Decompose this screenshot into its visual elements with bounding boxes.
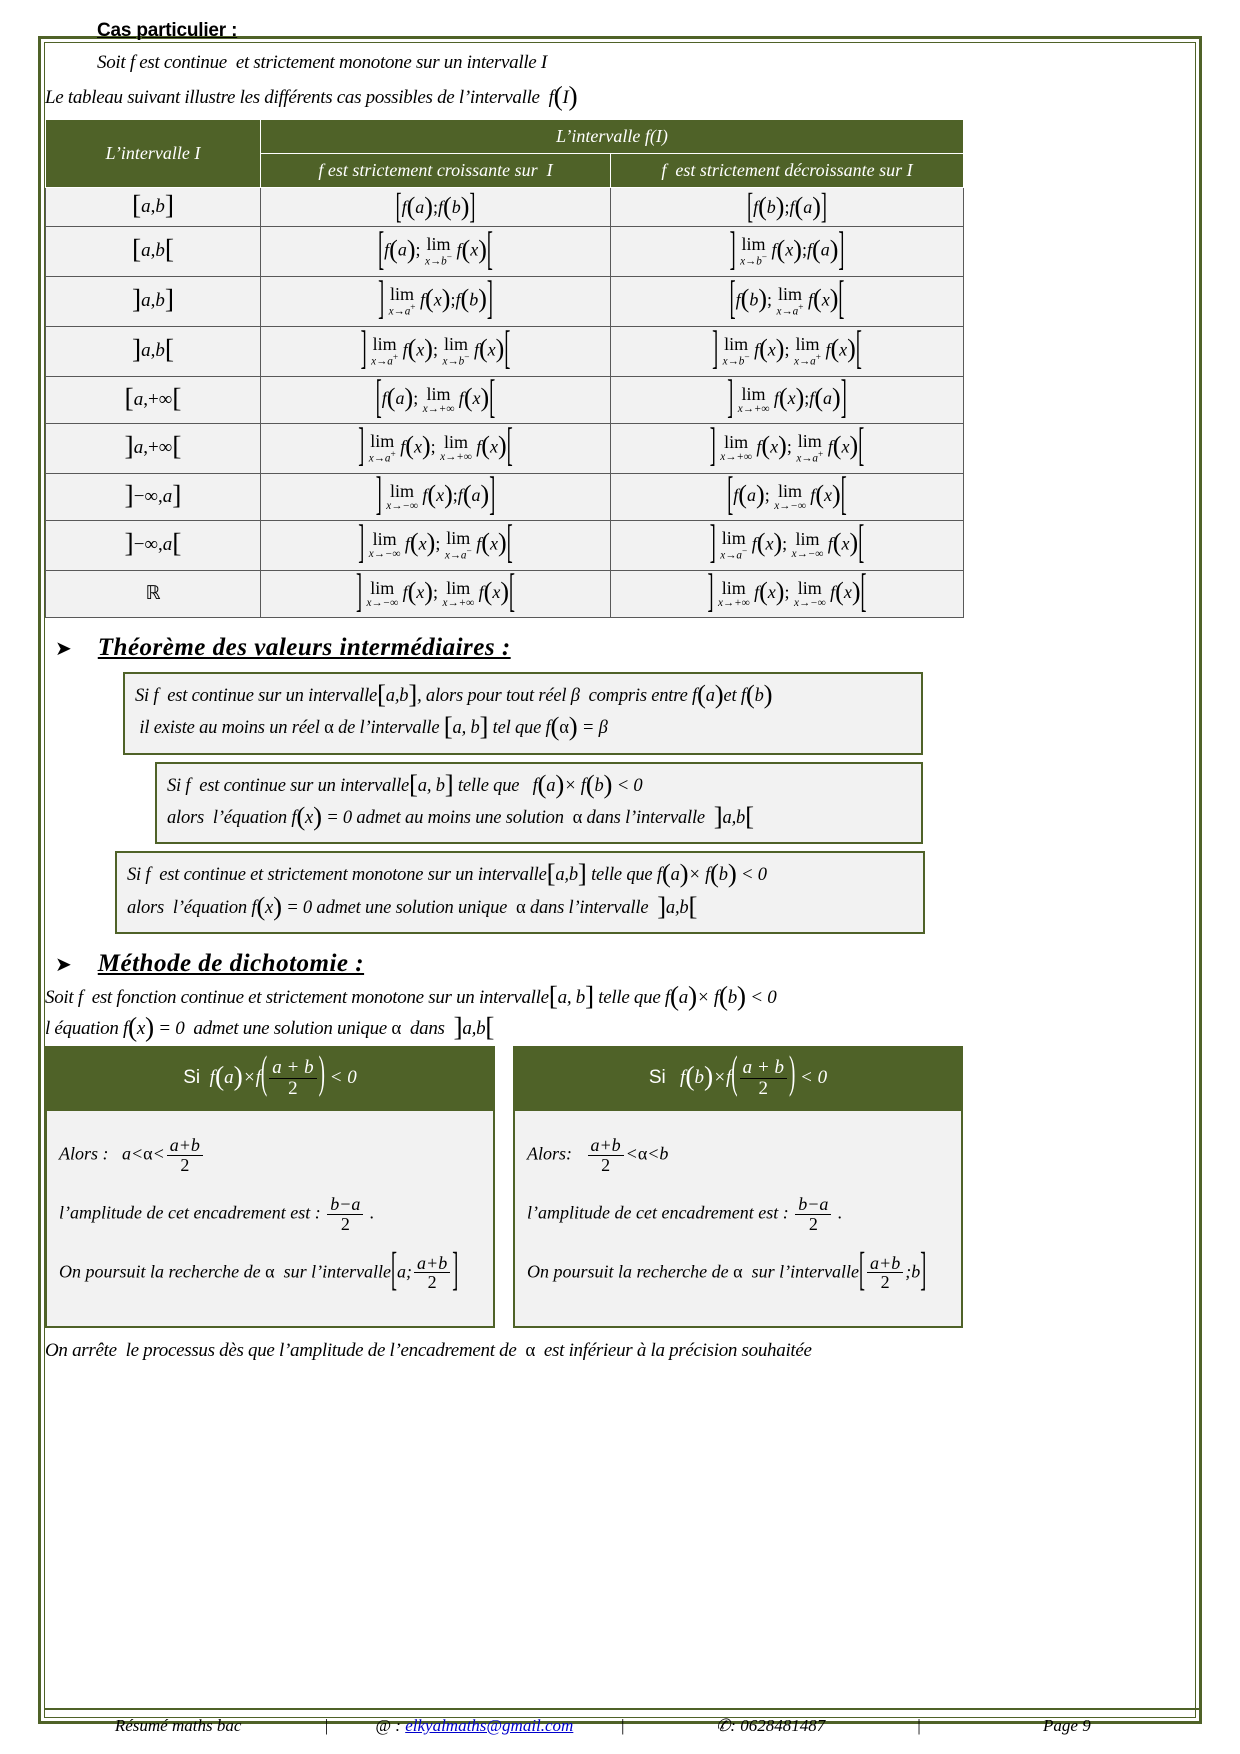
cell-decreasing: [f(b); lim x→a+ f(x)[ (611, 276, 964, 326)
section-heading-cas-particulier: Cas particulier : (97, 20, 238, 41)
dichotomie-intro-line2: l équation f(x) = 0 admet une solution unique α dans ]a,b[ (45, 1011, 495, 1043)
dichotomie-cases (45, 1046, 1200, 1328)
tvi-box1-line2: il existe au moins un réel α de l’intervalle [a, b] tel que f(α) = β (135, 711, 608, 742)
section-title-tvi: Théorème des valeurs intermédiaires : (97, 633, 511, 661)
cell-decreasing: ] lim x→b− f(x);f(a)] (611, 227, 964, 277)
cell-increasing: ] lim x→a+ f(x); lim x→+∞ f(x)[ (261, 423, 611, 473)
dichotomie-right-amplitude: l’amplitude de cet encadrement est : $\frac{b-a}{2}$ . (527, 1193, 843, 1234)
cell-interval: ]a,b] (46, 276, 261, 326)
footer-page-number: Page 9 (1043, 1716, 1091, 1735)
footer-separator: | (916, 1716, 922, 1735)
cell-decreasing: ] lim x→a− f(x); lim x→−∞ f(x)[ (611, 520, 964, 570)
footer-separator: | (620, 1716, 625, 1735)
table-row (46, 188, 964, 227)
col-header-interval-i: L’intervalle I (46, 120, 261, 188)
intro-line-table: Le tableau suivant illustre les différents cas possibles de l’intervalle f(I) (45, 80, 578, 111)
tvi-statement-box-1 (123, 672, 923, 755)
cell-decreasing: ] lim x→+∞ f(x); lim x→a+ f(x)[ (611, 423, 964, 473)
interval-image-table (45, 119, 964, 618)
table-row (46, 570, 964, 617)
table-row (46, 376, 964, 423)
section-dichotomie-heading-row (45, 950, 1200, 978)
cell-increasing: ] lim x→a+ f(x); lim x→b− f(x)[ (261, 326, 611, 376)
dichotomie-left-body (47, 1111, 493, 1326)
tvi-box3-line2: alors l’équation f(x) = 0 admet une solution unique α dans l’intervalle ]a,b[ (127, 890, 698, 921)
table-row (46, 423, 964, 473)
dichotomie-right-condition: Si f(b)×f( $\frac{a + b}{2}$ ) < 0 (515, 1048, 961, 1111)
cell-increasing: ] lim x→a+ f(x);f(b)] (261, 276, 611, 326)
dichotomie-right-alors: Alors: $\frac{a+b}{2}$ <α<b (527, 1134, 669, 1175)
cell-decreasing: ] lim x→+∞ f(x);f(a)] (611, 376, 964, 423)
cell-increasing: ] lim x→−∞ f(x); lim x→a− f(x)[ (261, 520, 611, 570)
footer-email (341, 1716, 607, 1736)
dichotomie-left-amplitude: l’amplitude de cet encadrement est : $\frac{b-a}{2}$ . (59, 1193, 375, 1234)
table-row (46, 520, 964, 570)
table-header-row-1 (46, 120, 964, 154)
page-footer (45, 1708, 1200, 1736)
tvi-box1-line1: Si f est continue sur un intervalle[a,b], alors pour tout réel β compris entre f(a)et f(b) (135, 678, 773, 709)
dichotomie-intro-line1: Soit f est fonction continue et strictement monotone sur un intervalle[a, b] telle que f(a)× f(b) < 0 (45, 980, 777, 1012)
footer-divider (45, 1708, 1200, 1710)
tvi-statement-box-2 (155, 762, 923, 845)
dichotomie-left-condition: Si f(a)×f( $\frac{a + b}{2}$ ) < 0 (47, 1048, 493, 1111)
bullet-arrow-icon: ➤ (55, 952, 72, 977)
cell-interval: ]−∞,a[ (46, 520, 261, 570)
table-row (46, 276, 964, 326)
footer-email-link[interactable]: elkyalmaths@gmail.com (405, 1716, 574, 1735)
cell-increasing: ] lim x→−∞ f(x);f(a)] (261, 473, 611, 520)
cell-decreasing: [f(b);f(a)] (611, 188, 964, 227)
dichotomie-right-body (515, 1111, 961, 1326)
table-row (46, 227, 964, 277)
cell-interval: [a,+∞[ (46, 376, 261, 423)
tvi-box2-line1: Si f est continue sur un intervalle[a, b] telle que f(a)× f(b) < 0 (167, 768, 643, 799)
dichotomie-case-left (45, 1046, 495, 1328)
tvi-box2-line2: alors l’équation f(x) = 0 admet au moins une solution α dans l’intervalle ]a,b[ (167, 800, 754, 831)
bullet-arrow-icon: ➤ (55, 635, 72, 660)
dichotomie-left-poursuit: On poursuit la recherche de α sur l’intervalle[a; $\frac{a+b}{2}$ ] (59, 1242, 459, 1295)
cell-interval: [a,b] (46, 188, 261, 227)
dichotomie-right-poursuit: On poursuit la recherche de α sur l’intervalle[ $\frac{a+b}{2}$ ;b] (527, 1242, 927, 1295)
intro-line-soit: Soit f est continue et strictement monotone sur un intervalle I (97, 52, 547, 73)
dichotomie-left-alors: Alors : a<α< $\frac{a+b}{2}$ (59, 1136, 481, 1175)
cell-increasing: [f(a); lim x→+∞ f(x)[ (261, 376, 611, 423)
cell-interval: ]−∞,a] (46, 473, 261, 520)
dichotomie-closing-note: On arrête le processus dès que l’amplitude de l’encadrement de α est inférieur à la précision souhaitée (45, 1340, 812, 1362)
cell-increasing: [f(a); lim x→b− f(x)[ (261, 227, 611, 277)
section-title-dichotomie: Méthode de dichotomie : (97, 950, 365, 978)
cell-increasing: ] lim x→−∞ f(x); lim x→+∞ f(x)[ (261, 570, 611, 617)
page-content (45, 20, 1200, 1362)
table-row (46, 473, 964, 520)
footer-separator: | (323, 1716, 329, 1735)
col-header-decreasing: f est strictement décroissante sur I (611, 154, 964, 188)
col-header-group-fi: L’intervalle f(I) (261, 120, 964, 154)
tvi-box3-line1: Si f est continue et strictement monotone sur un intervalle[a,b] telle que f(a)× f(b) < 0 (127, 858, 767, 889)
tvi-statement-box-3 (115, 851, 925, 934)
cell-decreasing: ] lim x→+∞ f(x); lim x→−∞ f(x)[ (611, 570, 964, 617)
cell-increasing: [f(a);f(b)] (261, 188, 611, 227)
cell-interval: ]a,+∞[ (46, 423, 261, 473)
footer-doc-title: Résumé maths bac (114, 1716, 242, 1735)
table-row (46, 326, 964, 376)
cell-interval: [a,b[ (46, 227, 261, 277)
footer-phone: ✆: 0628481487 (716, 1716, 826, 1735)
cell-interval: ℝ (46, 570, 261, 617)
col-header-increasing: f est strictement croissante sur I (261, 154, 611, 188)
section-tvi-heading-row (45, 634, 1200, 662)
footer-email-prefix: @ : (375, 1716, 406, 1735)
cell-interval: ]a,b[ (46, 326, 261, 376)
dichotomie-case-right (513, 1046, 963, 1328)
cell-decreasing: [f(a); lim x→−∞ f(x)[ (611, 473, 964, 520)
cell-decreasing: ] lim x→b− f(x); lim x→a+ f(x)[ (611, 326, 964, 376)
